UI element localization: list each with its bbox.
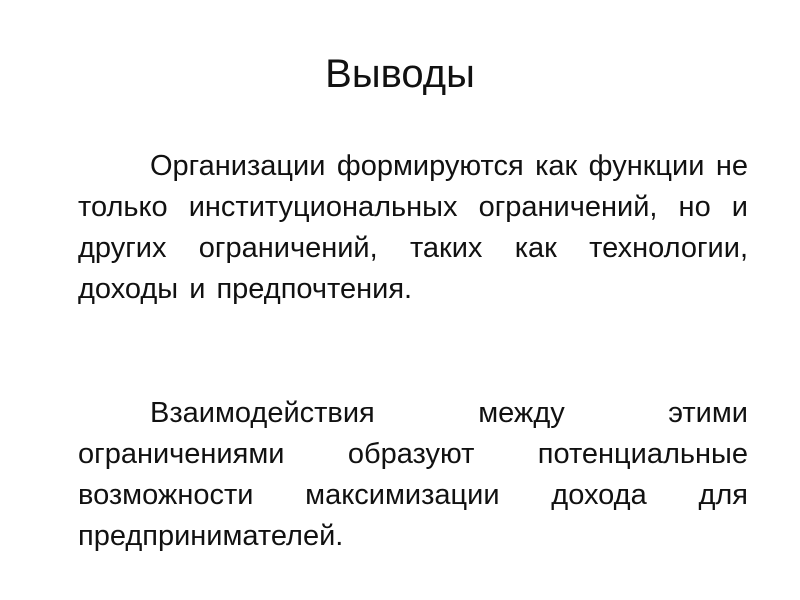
paragraph-interactions: Взаимодействия между этими ограничениями образуют потенциальные возможности максимизации дохода для предпринимателей.	[78, 397, 748, 552]
slide-title: Выводы	[325, 52, 475, 96]
paragraph-organizations: Организации формируются как функции не только институциональных ограничений, но и других ограничений, таких как технологии, доходы и предпочтения.	[78, 150, 748, 305]
